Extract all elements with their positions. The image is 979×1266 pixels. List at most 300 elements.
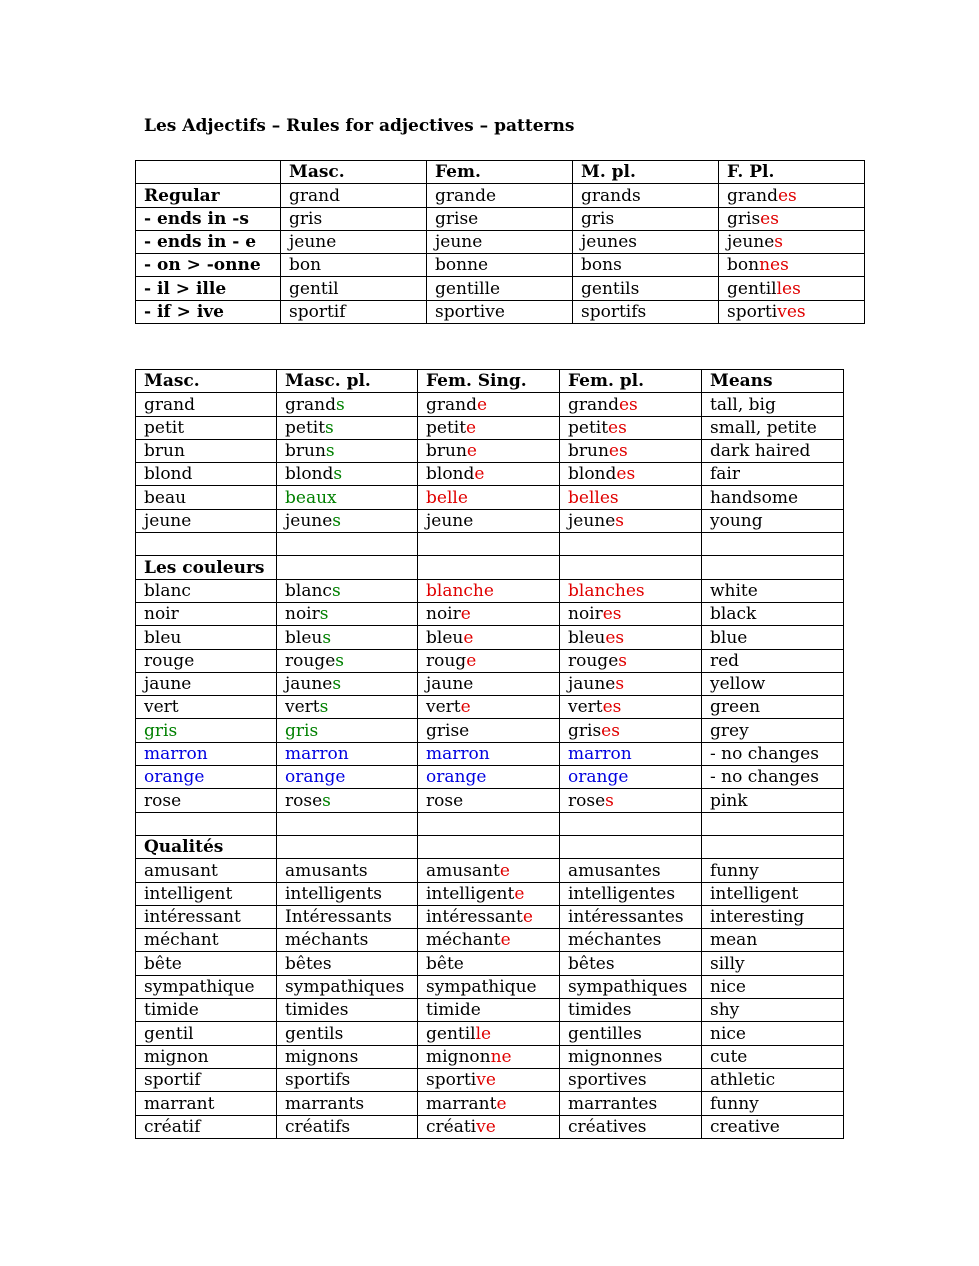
cell-text: blanche <box>426 580 494 601</box>
table-row <box>136 835 844 858</box>
table-cell <box>418 742 560 765</box>
cell-text: orange <box>144 767 205 788</box>
cell-text: noir <box>285 604 320 625</box>
cell-text: rose <box>568 790 606 811</box>
column-header: M. pl. <box>573 161 719 184</box>
table-cell <box>560 672 702 695</box>
table-cell: silly <box>702 952 844 975</box>
table-cell: sportifs <box>277 1068 418 1091</box>
column-header: Masc. <box>281 161 427 184</box>
table-cell: sportif <box>136 1068 277 1091</box>
cell-text: sporti <box>727 302 778 323</box>
table-row <box>136 742 844 765</box>
table-cell <box>418 766 560 789</box>
table-cell: white <box>702 579 844 602</box>
table-cell: bon <box>281 254 427 277</box>
table-cell <box>560 766 702 789</box>
table-cell <box>418 1092 560 1115</box>
cell-text: s <box>618 650 627 671</box>
cell-text: - il > ille <box>144 278 227 299</box>
table-row <box>136 812 844 835</box>
table-cell: marrant <box>136 1092 277 1115</box>
table-cell: bête <box>136 952 277 975</box>
cell-text: brun <box>285 441 326 462</box>
table-cell: jeune <box>418 509 560 532</box>
column-header <box>136 161 281 184</box>
table-cell: intelligents <box>277 882 418 905</box>
table-cell: timide <box>418 999 560 1022</box>
cell-text: méchant <box>426 930 501 951</box>
table-cell: marrantes <box>560 1092 702 1115</box>
table-cell <box>418 1022 560 1045</box>
table-row <box>136 696 844 719</box>
adjective-vocabulary-table <box>135 369 844 1139</box>
cell-text: marrant <box>426 1093 497 1114</box>
cell-text: e <box>463 627 474 648</box>
cell-text: ve <box>476 1116 496 1137</box>
cell-text: mignon <box>426 1046 491 1067</box>
table-cell: shy <box>702 999 844 1022</box>
table-cell: sportives <box>560 1068 702 1091</box>
cell-text: s <box>319 697 329 718</box>
table-cell: grise <box>418 719 560 742</box>
table-cell <box>560 696 702 719</box>
table-row <box>136 393 844 416</box>
cell-text: gris <box>568 720 602 741</box>
cell-text: marron <box>285 744 349 765</box>
cell-text: grand <box>285 394 336 415</box>
table-cell <box>277 672 418 695</box>
table-cell: bonne <box>427 254 573 277</box>
table-cell <box>418 649 560 672</box>
table-row <box>136 207 865 230</box>
table-cell <box>418 929 560 952</box>
table-cell <box>418 393 560 416</box>
table-cell <box>136 742 277 765</box>
cell-text: s <box>322 627 332 648</box>
table-cell: mean <box>702 929 844 952</box>
table-cell <box>418 882 560 905</box>
cell-text: rouge <box>285 650 336 671</box>
table-row <box>136 509 844 532</box>
cell-text: rose <box>285 790 323 811</box>
cell-text: Les couleurs <box>144 557 265 578</box>
table-cell <box>560 556 702 579</box>
cell-text: orange <box>568 767 629 788</box>
table-cell: intéressantes <box>560 905 702 928</box>
table-cell: bleu <box>136 626 277 649</box>
table-cell <box>719 300 865 323</box>
cell-text: jeune <box>727 232 775 253</box>
table-cell: athletic <box>702 1068 844 1091</box>
cell-text: es <box>602 604 622 625</box>
table-cell: jaune <box>418 672 560 695</box>
table-cell <box>136 556 277 579</box>
table-cell <box>136 835 277 858</box>
adjective-rules-body <box>136 161 865 324</box>
table-cell <box>277 509 418 532</box>
cell-text: s <box>605 790 614 811</box>
table-cell <box>277 835 418 858</box>
table-cell <box>136 300 281 323</box>
table-cell: young <box>702 509 844 532</box>
table-cell: intelligentes <box>560 882 702 905</box>
table-cell: gentils <box>277 1022 418 1045</box>
table-cell: vert <box>136 696 277 719</box>
table-row <box>136 277 865 300</box>
cell-text: s <box>774 232 784 253</box>
table-cell <box>277 766 418 789</box>
table-cell: Intéressants <box>277 905 418 928</box>
table-cell: intelligent <box>136 882 277 905</box>
cell-text: es <box>616 464 636 485</box>
table-cell: sympathique <box>418 975 560 998</box>
table-cell <box>702 533 844 556</box>
table-row <box>136 626 844 649</box>
cell-text: s <box>319 604 329 625</box>
header-row <box>136 370 844 393</box>
table-cell <box>719 254 865 277</box>
cell-text: s <box>322 790 331 811</box>
cell-text: brun <box>568 441 609 462</box>
table-cell <box>418 533 560 556</box>
cell-text: belles <box>568 487 619 508</box>
table-cell <box>719 277 865 300</box>
cell-text: marron <box>144 744 208 765</box>
table-cell: petit <box>136 416 277 439</box>
table-cell <box>277 416 418 439</box>
table-cell <box>277 789 418 812</box>
table-cell: grands <box>573 184 719 207</box>
table-cell <box>277 696 418 719</box>
cell-text: vert <box>426 697 461 718</box>
table-cell: blue <box>702 626 844 649</box>
table-cell <box>719 207 865 230</box>
table-cell: grand <box>136 393 277 416</box>
cell-text: - ends in - e <box>144 232 257 253</box>
table-cell: funny <box>702 859 844 882</box>
table-cell: grise <box>427 207 573 230</box>
table-row <box>136 905 844 928</box>
column-header: Masc. <box>136 370 277 393</box>
table-cell: nice <box>702 1022 844 1045</box>
cell-text: gris <box>727 208 761 229</box>
cell-text: es <box>601 720 620 741</box>
cell-text: petit <box>568 417 609 438</box>
cell-text: es <box>760 208 779 229</box>
table-cell: funny <box>702 1092 844 1115</box>
cell-text: e <box>514 883 525 904</box>
table-cell: amusants <box>277 859 418 882</box>
cell-text: e <box>522 907 533 928</box>
table-cell <box>277 556 418 579</box>
table-cell <box>702 835 844 858</box>
table-cell: gris <box>573 207 719 230</box>
table-row <box>136 719 844 742</box>
table-cell <box>560 463 702 486</box>
table-cell: mignon <box>136 1045 277 1068</box>
table-cell <box>702 556 844 579</box>
table-cell <box>560 626 702 649</box>
table-cell <box>136 230 281 253</box>
header-row <box>136 161 865 184</box>
cell-text: belle <box>426 487 468 508</box>
table-cell: nice <box>702 975 844 998</box>
cell-text: - ends in -s <box>144 208 249 229</box>
cell-text: nes <box>759 255 789 276</box>
table-row <box>136 300 865 323</box>
table-cell <box>418 1068 560 1091</box>
table-cell: jeunes <box>573 230 719 253</box>
table-cell: bête <box>418 952 560 975</box>
cell-text: petit <box>426 417 467 438</box>
cell-text: marron <box>568 744 632 765</box>
table-cell: red <box>702 649 844 672</box>
cell-text: jaune <box>568 674 616 695</box>
table-row <box>136 1022 844 1045</box>
cell-text: blond <box>426 464 475 485</box>
table-cell <box>136 277 281 300</box>
table-cell: sportifs <box>573 300 719 323</box>
cell-text: blond <box>285 464 334 485</box>
table-cell <box>277 742 418 765</box>
table-cell: méchants <box>277 929 418 952</box>
cell-text: s <box>325 417 334 438</box>
table-cell: créatif <box>136 1115 277 1138</box>
table-row <box>136 254 865 277</box>
cell-text: e <box>500 930 511 951</box>
table-cell: gris <box>281 207 427 230</box>
table-row <box>136 1045 844 1068</box>
table-cell: black <box>702 602 844 625</box>
table-cell <box>418 556 560 579</box>
table-cell: yellow <box>702 672 844 695</box>
cell-text: grand <box>426 394 477 415</box>
table-cell: jaune <box>136 672 277 695</box>
table-cell <box>277 486 418 509</box>
table-cell <box>136 254 281 277</box>
table-cell <box>560 602 702 625</box>
table-cell <box>560 579 702 602</box>
table-cell: jeune <box>427 230 573 253</box>
cell-text: s <box>615 674 625 695</box>
table-row <box>136 486 844 509</box>
table-row <box>136 952 844 975</box>
cell-text: - on > -onne <box>144 255 261 276</box>
table-cell: rouge <box>136 649 277 672</box>
table-cell: - no changes <box>702 742 844 765</box>
cell-text: bon <box>727 255 760 276</box>
table-cell: beau <box>136 486 277 509</box>
table-cell <box>136 184 281 207</box>
table-cell <box>277 602 418 625</box>
adjective-rules-table <box>135 160 865 324</box>
table-cell: rose <box>418 789 560 812</box>
cell-text: Qualités <box>144 837 224 858</box>
table-cell <box>136 812 277 835</box>
cell-text: jeune <box>285 511 333 532</box>
table-cell: sympathiques <box>560 975 702 998</box>
cell-text: bleu <box>426 627 464 648</box>
table-cell <box>136 719 277 742</box>
cell-text: grand <box>727 185 778 206</box>
table-row <box>136 463 844 486</box>
table-row <box>136 184 865 207</box>
cell-text: ves <box>777 302 806 323</box>
cell-text: rouge <box>568 650 619 671</box>
table-row <box>136 1068 844 1091</box>
table-cell <box>277 463 418 486</box>
page-title: Les Adjectifs – Rules for adjectives – patterns <box>144 116 575 136</box>
table-cell <box>560 649 702 672</box>
table-cell <box>560 719 702 742</box>
table-cell: dark haired <box>702 439 844 462</box>
table-row <box>136 602 844 625</box>
cell-text: gentil <box>727 278 777 299</box>
table-cell: grand <box>281 184 427 207</box>
table-cell <box>560 742 702 765</box>
table-cell: rose <box>136 789 277 812</box>
table-cell: jeune <box>281 230 427 253</box>
cell-text: e <box>474 464 485 485</box>
cell-text: e <box>466 417 477 438</box>
table-cell: sympathique <box>136 975 277 998</box>
cell-text: s <box>325 441 335 462</box>
table-row <box>136 859 844 882</box>
table-cell: intéressant <box>136 905 277 928</box>
column-header: Fem. pl. <box>560 370 702 393</box>
column-header: Masc. pl. <box>277 370 418 393</box>
table-cell: blanc <box>136 579 277 602</box>
cell-text: orange <box>426 767 487 788</box>
cell-text: jeune <box>568 511 616 532</box>
table-cell: timide <box>136 999 277 1022</box>
table-cell: pink <box>702 789 844 812</box>
table-cell <box>560 416 702 439</box>
cell-text: es <box>608 441 628 462</box>
table-cell <box>702 812 844 835</box>
cell-text: intéressant <box>426 907 523 928</box>
cell-text: gentil <box>426 1023 476 1044</box>
table-cell: sympathiques <box>277 975 418 998</box>
cell-text: es <box>602 697 622 718</box>
cell-text: es <box>777 185 797 206</box>
table-row <box>136 999 844 1022</box>
cell-text: e <box>499 860 510 881</box>
column-header: F. Pl. <box>719 161 865 184</box>
cell-text: vert <box>568 697 603 718</box>
cell-text: s <box>335 650 344 671</box>
table-cell <box>560 439 702 462</box>
table-cell: jeune <box>136 509 277 532</box>
cell-text: s <box>332 674 342 695</box>
table-cell <box>277 649 418 672</box>
table-cell: interesting <box>702 905 844 928</box>
cell-text: orange <box>285 767 346 788</box>
table-cell: sportive <box>427 300 573 323</box>
table-cell: créatifs <box>277 1115 418 1138</box>
cell-text: - if > ive <box>144 302 224 323</box>
table-cell: green <box>702 696 844 719</box>
table-cell: méchantes <box>560 929 702 952</box>
cell-text: créati <box>426 1116 477 1137</box>
cell-text: grand <box>568 394 619 415</box>
cell-text: e <box>476 394 488 415</box>
cell-text: roug <box>426 650 467 671</box>
table-cell: gentilles <box>560 1022 702 1045</box>
table-cell <box>277 393 418 416</box>
cell-text: noir <box>568 604 603 625</box>
table-cell <box>418 696 560 719</box>
cell-text: intelligent <box>426 883 515 904</box>
cell-text: e <box>460 697 471 718</box>
cell-text: s <box>333 464 343 485</box>
cell-text: bleu <box>285 627 323 648</box>
table-cell: bons <box>573 254 719 277</box>
table-cell <box>418 602 560 625</box>
table-cell <box>418 463 560 486</box>
table-cell <box>277 579 418 602</box>
cell-text: es <box>618 394 638 415</box>
table-row <box>136 416 844 439</box>
column-header: Fem. Sing. <box>418 370 560 393</box>
adjective-vocabulary-body <box>136 370 844 1139</box>
table-cell <box>277 533 418 556</box>
table-cell: creative <box>702 1115 844 1138</box>
cell-text: e <box>466 650 477 671</box>
column-header: Means <box>702 370 844 393</box>
table-cell <box>560 533 702 556</box>
table-cell: méchant <box>136 929 277 952</box>
table-cell <box>136 766 277 789</box>
cell-text: blanches <box>568 580 645 601</box>
table-cell <box>418 416 560 439</box>
cell-text: vert <box>285 697 320 718</box>
cell-text: e <box>466 441 477 462</box>
cell-text: ne <box>490 1046 512 1067</box>
table-row <box>136 975 844 998</box>
table-cell <box>418 812 560 835</box>
table-row <box>136 439 844 462</box>
table-row <box>136 789 844 812</box>
table-cell: handsome <box>702 486 844 509</box>
table-row <box>136 882 844 905</box>
table-cell: mignons <box>277 1045 418 1068</box>
cell-text: beaux <box>285 487 337 508</box>
cell-text: petit <box>285 417 326 438</box>
cell-text: bleu <box>568 627 606 648</box>
table-cell <box>560 509 702 532</box>
cell-text: gris <box>285 720 319 741</box>
table-cell <box>418 626 560 649</box>
table-cell: blond <box>136 463 277 486</box>
table-cell: intelligent <box>702 882 844 905</box>
table-cell: grey <box>702 719 844 742</box>
table-row <box>136 556 844 579</box>
table-cell <box>136 533 277 556</box>
table-cell: amusantes <box>560 859 702 882</box>
table-cell: cute <box>702 1045 844 1068</box>
table-cell: sportif <box>281 300 427 323</box>
table-cell: timides <box>560 999 702 1022</box>
cell-text: marron <box>426 744 490 765</box>
cell-text: amusant <box>426 860 500 881</box>
table-row <box>136 1092 844 1115</box>
cell-text: s <box>615 511 625 532</box>
table-cell <box>418 439 560 462</box>
table-cell <box>719 184 865 207</box>
cell-text: es <box>608 417 627 438</box>
